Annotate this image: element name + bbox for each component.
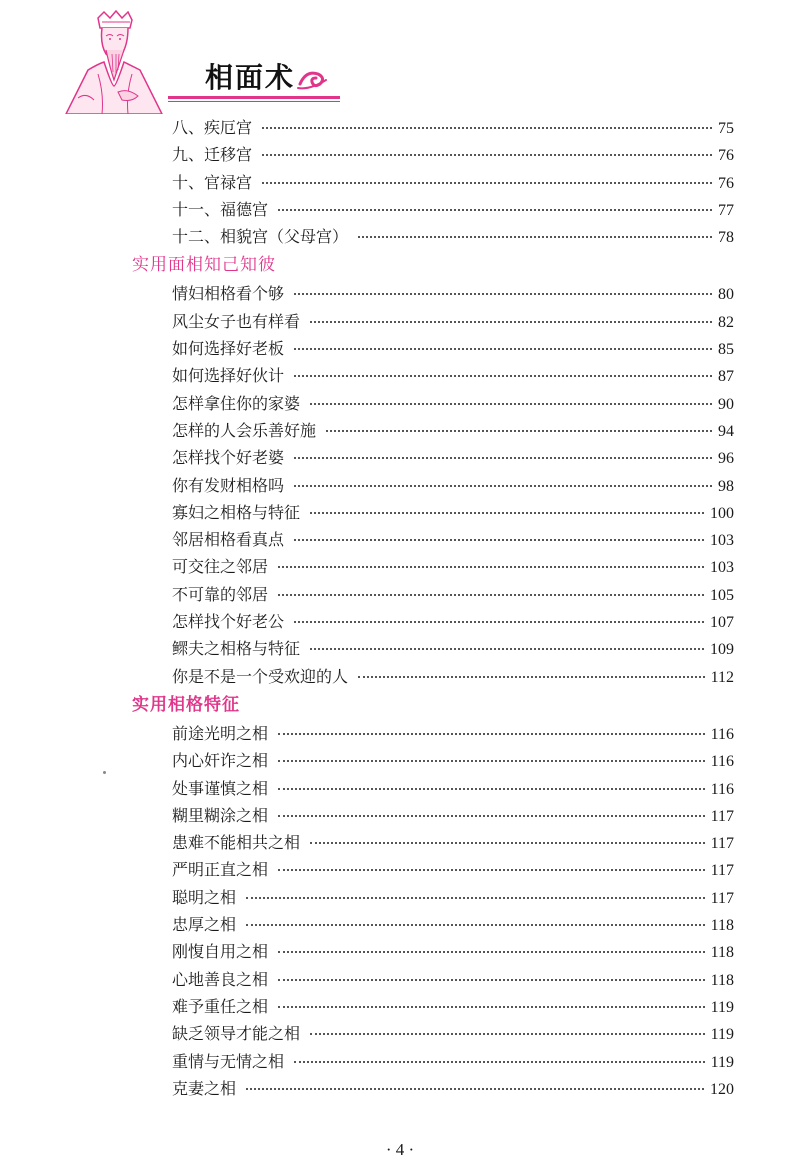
toc-entry-page: 117 — [710, 889, 734, 907]
toc-entry-page: 119 — [710, 998, 734, 1016]
toc-entry — [0, 169, 800, 196]
toc-entry — [0, 1020, 800, 1047]
toc-entry-page: 119 — [710, 1053, 734, 1071]
toc-entry — [0, 966, 800, 993]
dot-leader — [294, 334, 712, 350]
dot-leader — [278, 937, 705, 953]
toc-entry-title: 不可靠的邻居 — [172, 584, 269, 604]
toc-entry-title: 九、迁移宫 — [172, 145, 253, 165]
toc-entry-title: 内心奸诈之相 — [172, 751, 269, 771]
toc-entry — [0, 553, 800, 580]
toc-entry-line — [172, 553, 734, 580]
toc-entry-title: 刚愎自用之相 — [172, 942, 269, 962]
toc-entry-line — [172, 938, 734, 965]
toc-entry-title: 邻居相格看真点 — [172, 530, 285, 550]
toc-entry — [0, 938, 800, 965]
toc-entry-page: 85 — [718, 341, 734, 359]
toc-entry-page: 103 — [710, 532, 734, 550]
dot-leader — [246, 1074, 704, 1090]
dot-leader — [278, 580, 704, 596]
dot-leader — [278, 801, 705, 817]
toc-entry — [0, 663, 800, 690]
dot-leader — [310, 828, 705, 844]
toc-entry-page: 82 — [718, 313, 734, 331]
toc-entry-page: 105 — [710, 586, 734, 604]
dot-leader — [278, 992, 705, 1008]
toc-entry — [0, 1048, 800, 1075]
toc-entry-line — [172, 196, 734, 223]
dot-leader — [310, 498, 704, 514]
dot-leader — [358, 662, 705, 678]
toc-entry-line — [172, 775, 734, 802]
dot-leader — [246, 910, 705, 926]
toc-entry-page: 94 — [718, 422, 734, 440]
toc-entry-line — [172, 444, 734, 471]
toc-entry-page: 116 — [710, 753, 734, 771]
toc-entry-title: 你有发财相格吗 — [172, 475, 285, 495]
dot-leader — [310, 634, 704, 650]
dot-leader — [278, 774, 705, 790]
toc-entry-line — [172, 141, 734, 168]
dot-leader — [310, 389, 712, 405]
toc-entry-line — [172, 720, 734, 747]
toc-entry-page: 118 — [710, 917, 734, 935]
toc-entry-line — [172, 308, 734, 335]
toc-entry-page: 117 — [710, 862, 734, 880]
toc-entry-line — [172, 581, 734, 608]
toc-entry-page: 76 — [718, 147, 734, 165]
toc-entry-page: 119 — [710, 1026, 734, 1044]
table-of-contents — [0, 114, 800, 1102]
toc-entry — [0, 472, 800, 499]
toc-entry-title: 可交往之邻居 — [172, 557, 269, 577]
dot-leader — [278, 552, 704, 568]
toc-entry — [0, 911, 800, 938]
toc-entry-line — [172, 526, 734, 553]
toc-entry-title: 糊里糊涂之相 — [172, 805, 269, 825]
toc-entry-title: 你是不是一个受欢迎的人 — [172, 666, 349, 686]
toc-entry-page: 118 — [710, 971, 734, 989]
toc-entry-title: 克妻之相 — [172, 1078, 237, 1098]
toc-entry-title: 重情与无情之相 — [172, 1051, 285, 1071]
dot-leader — [246, 883, 705, 899]
toc-entry-title: 十、官禄宫 — [172, 172, 253, 192]
toc-entry-line — [172, 335, 734, 362]
toc-entry — [0, 417, 800, 444]
toc-entry — [0, 884, 800, 911]
toc-entry-page: 87 — [718, 368, 734, 386]
toc-entry-page: 75 — [718, 120, 734, 137]
toc-entry-page: 96 — [718, 450, 734, 468]
toc-entry — [0, 635, 800, 662]
toc-entry-title: 情妇相格看个够 — [172, 284, 285, 304]
dot-leader — [294, 279, 712, 295]
toc-entry — [0, 362, 800, 389]
toc-entry-title: 如何选择好伙计 — [172, 366, 285, 386]
toc-entry-line — [172, 472, 734, 499]
dot-leader — [278, 719, 705, 735]
toc-entry — [0, 608, 800, 635]
toc-entry — [0, 993, 800, 1020]
toc-entry-title: 怎样找个好老婆 — [172, 448, 285, 468]
page-number: · 4 · — [385, 1140, 415, 1159]
toc-entry-page: 76 — [718, 174, 734, 192]
page-header — [0, 0, 800, 115]
dot-leader — [278, 965, 705, 981]
toc-entry-line — [172, 829, 734, 856]
toc-entry-line — [172, 1020, 734, 1047]
toc-entry-line — [172, 663, 734, 690]
toc-entry — [0, 720, 800, 747]
dot-leader — [326, 416, 712, 432]
toc-entry — [0, 802, 800, 829]
toc-entry-page: 98 — [718, 477, 734, 495]
toc-entry — [0, 829, 800, 856]
toc-entry-page: 117 — [710, 807, 734, 825]
toc-entry — [0, 775, 800, 802]
toc-entry-page: 116 — [710, 780, 734, 798]
toc-entry-title: 怎样的人会乐善好施 — [172, 420, 317, 440]
toc-entry-title: 怎样拿住你的家婆 — [172, 393, 301, 413]
toc-section-heading — [0, 690, 800, 720]
dot-leader — [294, 525, 704, 541]
toc-entry — [0, 856, 800, 883]
toc-entry — [0, 196, 800, 223]
toc-entry-title: 缺乏领导才能之相 — [172, 1024, 301, 1044]
dot-leader — [262, 113, 712, 129]
print-speck — [103, 771, 106, 774]
header-rule-thin — [168, 101, 340, 102]
toc-entry-line — [172, 802, 734, 829]
toc-entry-line — [172, 993, 734, 1020]
toc-entry-line — [172, 1048, 734, 1075]
toc-entry-title: 患难不能相共之相 — [172, 833, 301, 853]
toc-entry — [0, 1075, 800, 1102]
dot-leader — [278, 195, 712, 211]
ancient-figure-portrait-icon — [58, 10, 168, 114]
toc-entry-line — [172, 911, 734, 938]
toc-entry-title: 十二、相貌宫（父母宫） — [172, 227, 349, 247]
toc-entry-line — [172, 1075, 734, 1102]
toc-section-heading — [0, 250, 800, 280]
toc-entry-title: 心地善良之相 — [172, 969, 269, 989]
toc-entry-line — [172, 169, 734, 196]
toc-entry-page: 107 — [710, 614, 734, 632]
toc-entry-page: 100 — [710, 504, 734, 522]
toc-entry-line — [172, 223, 734, 250]
toc-entry-page: 109 — [710, 641, 734, 659]
toc-entry-title: 前途光明之相 — [172, 723, 269, 743]
dot-leader — [294, 443, 712, 459]
toc-entry-title: 风尘女子也有样看 — [172, 311, 301, 331]
toc-entry-line — [172, 114, 734, 141]
toc-entry-title: 十一、福德宫 — [172, 199, 269, 219]
toc-entry-line — [172, 499, 734, 526]
toc-entry — [0, 390, 800, 417]
toc-entry-title: 处事谨慎之相 — [172, 778, 269, 798]
toc-entry-title: 忠厚之相 — [172, 915, 237, 935]
toc-entry — [0, 308, 800, 335]
toc-entry-title: 怎样找个好老公 — [172, 612, 285, 632]
toc-entry — [0, 141, 800, 168]
toc-entry-line — [172, 856, 734, 883]
dot-leader — [294, 607, 704, 623]
dot-leader — [310, 307, 712, 323]
toc-entry — [0, 114, 800, 141]
toc-entry-page: 118 — [710, 944, 734, 962]
toc-entry-page: 77 — [718, 201, 734, 219]
toc-entry — [0, 444, 800, 471]
toc-entry-title: 聪明之相 — [172, 887, 237, 907]
toc-entry-title: 如何选择好老板 — [172, 339, 285, 359]
dot-leader — [278, 746, 705, 762]
dot-leader — [310, 1019, 705, 1035]
toc-entry — [0, 499, 800, 526]
header-rule-thick — [168, 96, 340, 99]
dot-leader — [358, 222, 712, 238]
section-heading-text: 实用面相知己知彼 — [132, 255, 276, 276]
toc-entry — [0, 223, 800, 250]
book-title: 相面术 — [205, 61, 296, 94]
toc-entry-title: 严明正直之相 — [172, 860, 269, 880]
toc-entry-title: 寡妇之相格与特征 — [172, 502, 301, 522]
toc-entry — [0, 526, 800, 553]
toc-entry-title: 难予重任之相 — [172, 996, 269, 1016]
toc-entry — [0, 335, 800, 362]
toc-entry-page: 120 — [710, 1080, 734, 1098]
dot-leader — [278, 855, 705, 871]
dot-leader — [262, 168, 712, 184]
toc-entry-page: 117 — [710, 835, 734, 853]
toc-entry-line — [172, 608, 734, 635]
toc-entry — [0, 280, 800, 307]
toc-entry-page: 80 — [718, 286, 734, 304]
toc-entry-line — [172, 884, 734, 911]
dot-leader — [262, 140, 712, 156]
toc-entry-page: 90 — [718, 395, 734, 413]
toc-entry-line — [172, 417, 734, 444]
toc-entry — [0, 581, 800, 608]
toc-entry-line — [172, 362, 734, 389]
toc-entry-page: 103 — [710, 559, 734, 577]
dot-leader — [294, 471, 712, 487]
toc-entry-line — [172, 635, 734, 662]
toc-entry-title: 八、疾厄宫 — [172, 118, 253, 137]
toc-entry-page: 112 — [710, 668, 734, 686]
toc-entry-title: 鳏夫之相格与特征 — [172, 639, 301, 659]
toc-entry-line — [172, 747, 734, 774]
toc-entry-page: 116 — [710, 725, 734, 743]
dot-leader — [294, 1047, 705, 1063]
toc-entry-page: 78 — [718, 229, 734, 247]
toc-entry — [0, 747, 800, 774]
toc-entry-line — [172, 280, 734, 307]
toc-entry-line — [172, 966, 734, 993]
dot-leader — [294, 361, 712, 377]
toc-entry-line — [172, 390, 734, 417]
section-heading-text: 实用相格特征 — [132, 694, 240, 715]
swirl-ornament-icon — [296, 66, 330, 92]
